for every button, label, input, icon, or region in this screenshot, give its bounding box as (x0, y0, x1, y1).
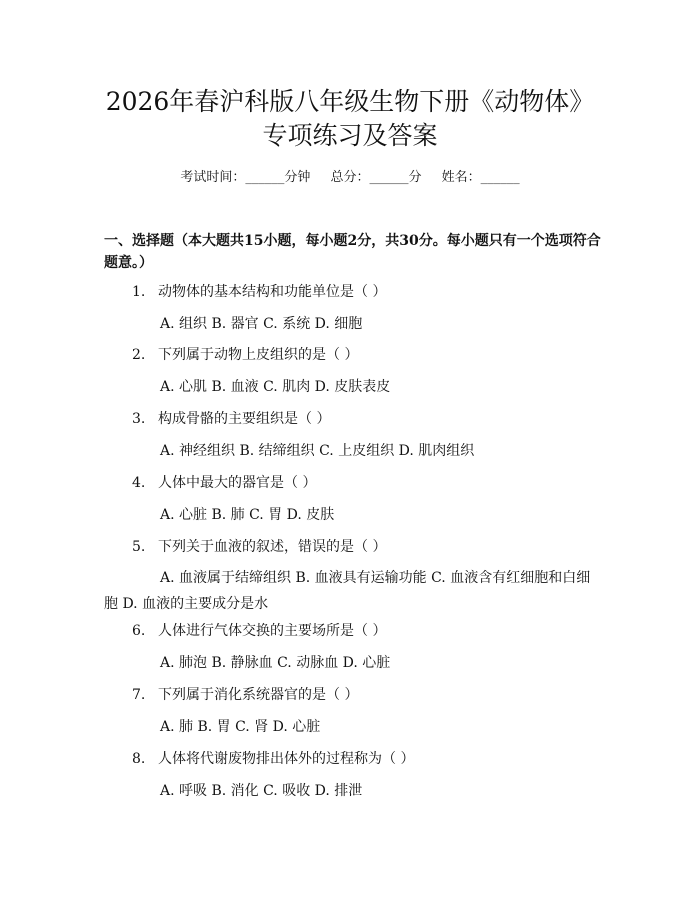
question-text: 下列属于动物上皮组织的是（ ） (158, 347, 359, 363)
question-text: 动物体的基本结构和功能单位是（ ） (158, 284, 387, 300)
question-5-options: A. 血液属于结缔组织 B. 血液具有运输功能 C. 血液含有红细胞和白细胞 D. 血液的主要成分是水 (104, 570, 591, 612)
question-number: 6. (132, 623, 146, 639)
question-8-options: A. 呼吸 B. 消化 C. 吸收 D. 排泄 (160, 783, 363, 799)
question-number: 5. (132, 539, 146, 555)
question-8 (132, 749, 414, 769)
question-5 (132, 537, 386, 557)
question-6-options: A. 肺泡 B. 静脉血 C. 动脉血 D. 心脏 (160, 655, 391, 671)
question-7 (132, 685, 358, 705)
document-title-line-1: 2026年春沪科版八年级生物下册《动物体》 (105, 87, 595, 116)
question-text: 人体中最大的器官是（ ） (158, 475, 317, 491)
question-2 (132, 345, 358, 365)
question-number: 7. (132, 687, 146, 703)
question-number: 3. (132, 411, 146, 427)
total-score-field: 总分：______分 (330, 170, 422, 185)
question-number: 4. (132, 475, 146, 491)
question-1-options: A. 组织 B. 器官 C. 系统 D. 细胞 (160, 316, 363, 332)
question-number: 8. (132, 751, 146, 767)
question-number: 2. (132, 347, 146, 363)
exam-time-field: 考试时间：______分钟 (180, 170, 311, 185)
question-6 (132, 621, 386, 641)
question-number: 1. (132, 284, 146, 300)
question-4-options: A. 心脏 B. 肺 C. 胃 D. 皮肤 (160, 507, 335, 523)
student-name-field: 姓名：______ (441, 170, 520, 185)
question-7-options: A. 肺 B. 胃 C. 肾 D. 心脏 (160, 719, 321, 735)
section-heading: 一、选择题（本大题共15小题，每小题2分，共30分。每小题只有一个选项符合题意。） (104, 233, 601, 271)
document-title-line-2: 专项练习及答案 (262, 121, 438, 150)
question-text: 人体将代谢废物排出体外的过程称为（ ） (158, 751, 415, 767)
question-text: 构成骨骼的主要组织是（ ） (158, 411, 331, 427)
question-3 (132, 409, 330, 429)
question-text: 人体进行气体交换的主要场所是（ ） (158, 623, 387, 639)
question-3-options: A. 神经组织 B. 结缔组织 C. 上皮组织 D. 肌肉组织 (160, 443, 475, 459)
question-4 (132, 473, 316, 493)
question-text: 下列属于消化系统器官的是（ ） (158, 687, 359, 703)
question-1 (132, 282, 386, 302)
question-2-options: A. 心肌 B. 血液 C. 肌肉 D. 皮肤表皮 (160, 379, 391, 395)
question-text: 下列关于血液的叙述，错误的是（ ） (158, 539, 387, 555)
exam-meta (0, 168, 700, 188)
